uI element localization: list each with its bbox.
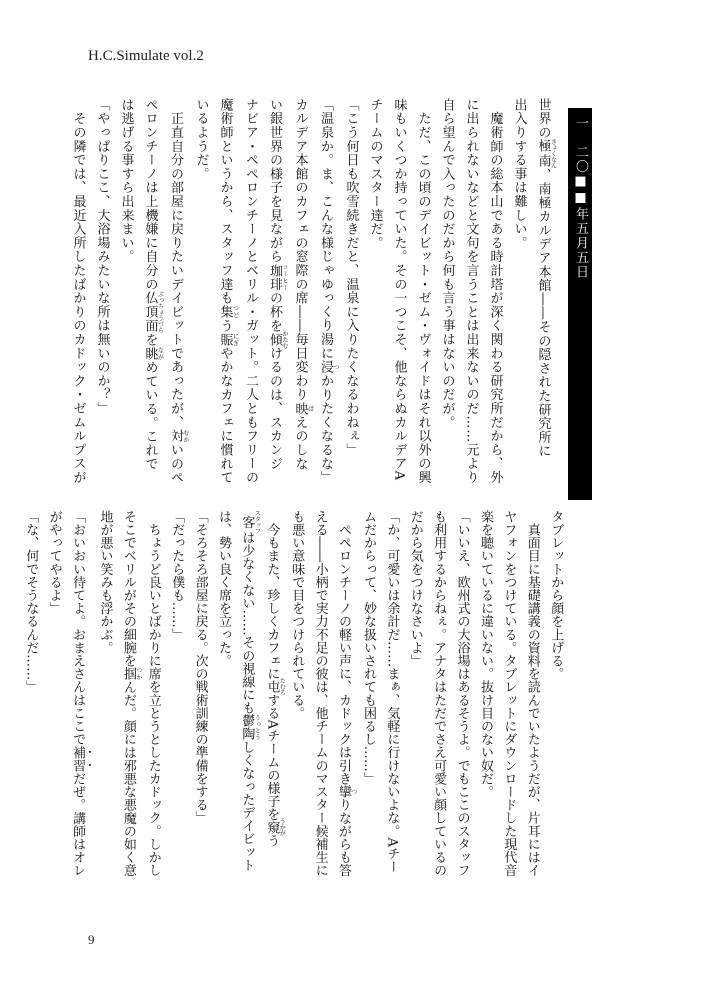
text-line: 出入りする事は難しい。 <box>511 98 527 250</box>
text-line: 魔術師の総本山である時計塔が深く関わる研究所だから、外 <box>487 98 503 485</box>
text-line: がやってやるよ」 <box>46 510 62 615</box>
text-line: ただ、この頃のデイビット・ゼム・ヴォイドはそれ以外の興 <box>415 98 431 485</box>
bottom-lines <box>19 510 567 882</box>
text-line: 自ら望んで入ったのだから何も言う事はないのだが。 <box>439 98 455 430</box>
ruby-annotation: 鬱陶 うっとう <box>239 714 261 741</box>
ruby-annotation: 仏頂面 ぶっちょうづら <box>142 291 164 334</box>
ruby-annotation: 眺 なが <box>142 346 164 361</box>
text-line: える――小柄で実力不足の彼は、他チームのマスター候補生に <box>312 510 328 877</box>
text-line: 「か、可愛いは余計だ……まぁ、気軽に行けないよな。Aチー <box>384 510 400 874</box>
text-line: いるようだ。 <box>193 98 209 181</box>
ruby-annotation: 賑 にぎ <box>217 332 239 347</box>
ruby-annotation: 傾 かたむ <box>267 330 288 349</box>
text-line: 「な、何でそうなるんだ……」 <box>23 510 39 694</box>
top-lines <box>66 98 557 490</box>
text-line: 「いいえ、欧州式の大浴場はあるそうよ。でもここのスタッフ <box>454 510 470 877</box>
text-line: その隣では、最近入所したばかりのカドック・ゼムルプスが <box>70 98 86 485</box>
text-line: 客 スタッフは少なくない……その視線にも鬱陶 うっとうしくなったデイビット <box>239 510 261 872</box>
text-line: 「おいおい待てよ。おまえさんはここで補習だぜ。講師はオレ <box>70 510 86 877</box>
text-line: ナビア・ペペロンチーノとベリル・ガット。二人ともフリーの <box>243 98 258 485</box>
text-line: は、勢い良く席を立った。 <box>216 510 231 668</box>
running-head-title: H.C.Simulate vol.2 <box>88 48 204 64</box>
text-line: 世界の極南 きょくなん、南極カルデア本館――その隠された研究所に <box>535 98 557 459</box>
text-line: 「だったら僕も……」 <box>169 510 185 641</box>
text-line: ヤフォンをつけている。タブレットにダウンロードした現代音 <box>501 510 517 877</box>
text-line: 魔術師というから、スタッフ達も集 つどう賑 にぎやかなカフェに慣れて <box>217 98 239 485</box>
text-line: ペロンチーノは上機嫌に自分の仏頂面 ぶっちょうづらを眺 ながめている。これで <box>142 98 164 472</box>
text-line: 正直自分の部屋に戻りたいデイビットであったが、対 むかいのペ <box>168 98 189 485</box>
ruby-annotation: 極南 きょくなん <box>535 138 557 169</box>
ruby-annotation: 対 むか <box>168 429 189 444</box>
ruby-annotation: 映 ば <box>292 401 314 416</box>
top-text-tier <box>70 98 616 490</box>
text-line: タブレットから顔を上げる。 <box>548 510 564 681</box>
text-line: 味もいくつか持っていた。その一つこそ、他ならぬカルデアA <box>391 98 407 481</box>
page-number: 9 <box>88 932 95 947</box>
ruby-annotation: 窺 うかが <box>264 818 286 837</box>
text-line: も利用するからねぇ。アナタはただでさえ可愛い顔しているの <box>431 510 447 877</box>
bottom-text-tier <box>23 510 614 882</box>
text-line: 真面目に基礎講義の資料を読んでいたようだが、片耳にはイ <box>524 510 540 877</box>
text-line: 「そろそろ部屋に戻る。次の戦術訓練の準備をする」 <box>192 510 208 825</box>
text-line: ちょうど良いとばかりに席を立とうとしたカドック。しかし <box>145 510 161 877</box>
text-line: ペペロンチーノの軽い声に、カドックは引き攣 つりながらも答 <box>336 510 358 877</box>
ruby-annotation: 屯 たむろ <box>264 677 286 696</box>
text-line: い銀世界の様子を見ながら珈琲 コーヒーの杯を傾 かたむけるのは、スカンジ <box>267 98 288 471</box>
text-line: 「こう何日も吹雪続きだと、温泉に入りたくなるわねぇ」 <box>343 98 359 457</box>
text-line: 今もまた、珍しくカフェに屯 たむろするAチームの様子を窺 うかがう <box>264 510 286 848</box>
text-line: カルデア本館のカフェの窓際の席――毎日変わり映 ばえのしな <box>292 98 314 471</box>
text-line: 楽を聴いているに違いない。抜け目のない奴だ。 <box>477 510 493 799</box>
ruby-annotation: 浸 つ <box>318 360 339 375</box>
text-line: 地が悪い笑みも浮かぶ。 <box>97 510 113 655</box>
text-line: チームのマスター達だ。 <box>367 98 383 250</box>
text-line: ムだからって、妙な扱いされても困るし……」 <box>360 510 376 786</box>
ruby-annotation: 掴 つか <box>120 667 142 681</box>
ruby-annotation: 攣 つ <box>336 785 358 799</box>
emphasis-text: 補習 <box>70 745 86 773</box>
ruby-annotation: 珈琲 コーヒー <box>267 263 288 292</box>
text-line: だから気をつけなさいよ」 <box>407 510 423 668</box>
text-line: も悪い意味で目をつけられている。 <box>289 510 305 720</box>
text-line: は逃げる事すら出来まい。 <box>118 98 134 264</box>
text-line: 「やっぱりここ、大浴場みたいな所は無いのか？」 <box>94 98 110 416</box>
chapter-heading: 一 二〇■■年五月五日 <box>568 108 592 500</box>
ruby-annotation: 集 つど <box>217 305 239 319</box>
text-line: 「温泉か。ま、こんな様じゃゆっくり湯に浸 つかりたくなるな」 <box>318 98 339 485</box>
ruby-annotation: 客 スタッフ <box>239 510 261 534</box>
text-line: に出られないなどと文句を言うことは出来ないのだ……元より <box>463 98 479 485</box>
text-line: そこでベリルがその細腕を掴 つかんだ。顔には邪悪な悪魔の如く意 <box>120 510 142 877</box>
